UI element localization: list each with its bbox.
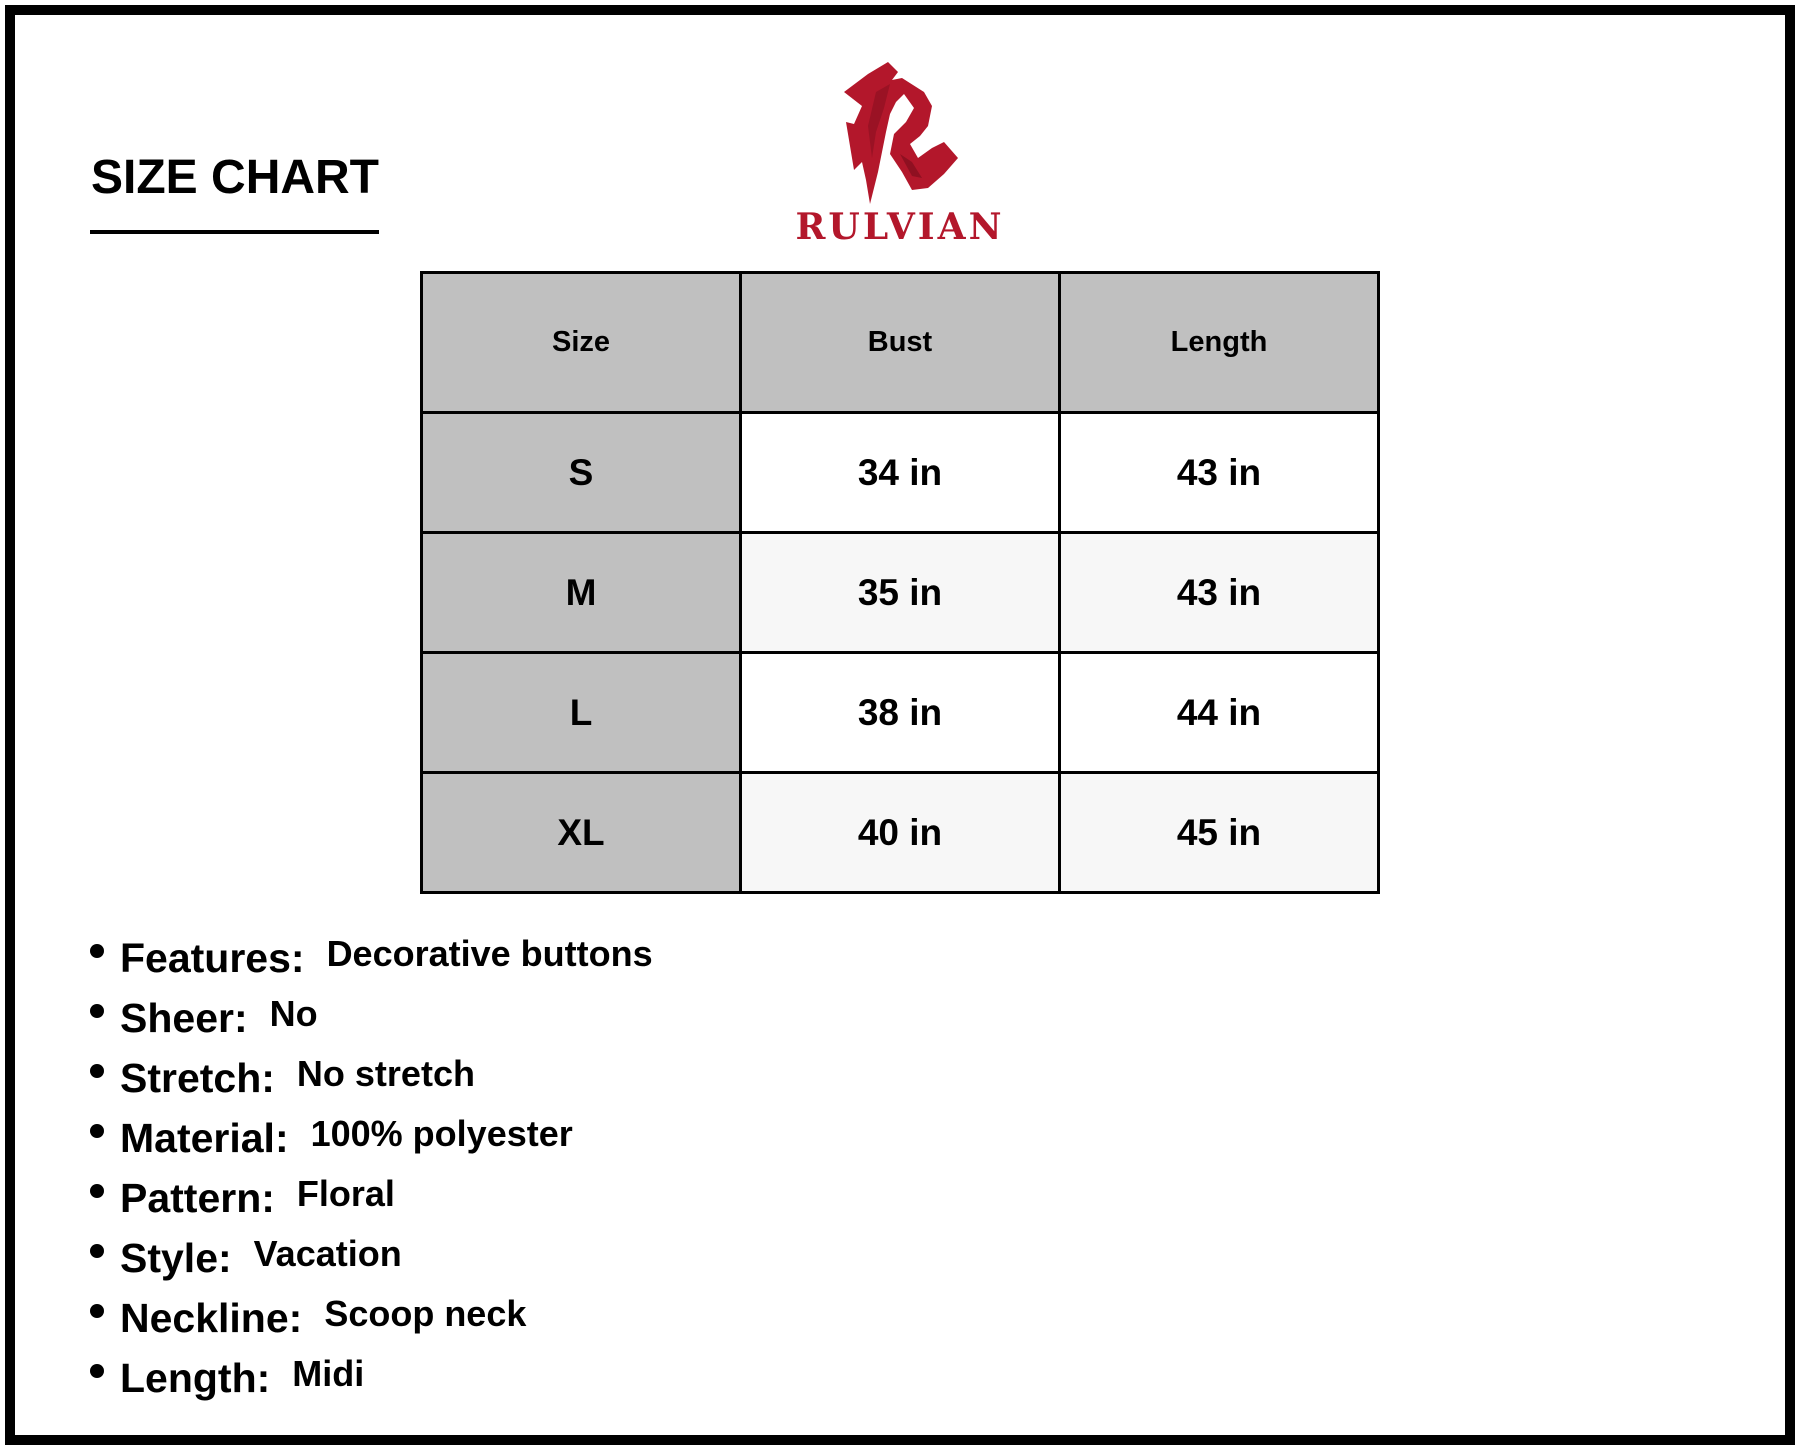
bullet-icon bbox=[90, 1004, 104, 1018]
length-cell: 43 in bbox=[1060, 533, 1379, 653]
spec-value: Floral bbox=[296, 1173, 395, 1214]
length-cell: 45 in bbox=[1060, 773, 1379, 893]
column-header-size: Size bbox=[422, 273, 741, 413]
spec-features bbox=[90, 935, 653, 995]
spec-label: Sheer: bbox=[120, 995, 248, 1041]
table-row bbox=[422, 773, 1379, 893]
length-cell: 43 in bbox=[1060, 413, 1379, 533]
spec-label: Stretch: bbox=[120, 1055, 275, 1101]
brand-name: RULVIAN bbox=[795, 206, 1005, 248]
spec-style bbox=[90, 1235, 653, 1295]
bullet-icon bbox=[90, 1124, 104, 1138]
bullet-icon bbox=[90, 1244, 104, 1258]
product-specs-list bbox=[90, 935, 653, 1415]
spec-length bbox=[90, 1355, 653, 1415]
spec-value: Vacation bbox=[253, 1233, 402, 1274]
spec-label: Neckline: bbox=[120, 1295, 303, 1341]
spec-neckline bbox=[90, 1295, 653, 1355]
table-header-row bbox=[422, 273, 1379, 413]
bust-cell: 40 in bbox=[741, 773, 1060, 893]
bust-cell: 35 in bbox=[741, 533, 1060, 653]
spec-value: Decorative buttons bbox=[326, 933, 653, 974]
spec-stretch bbox=[90, 1055, 653, 1115]
column-header-bust: Bust bbox=[741, 273, 1060, 413]
size-table bbox=[420, 271, 1380, 894]
spec-value: Scoop neck bbox=[324, 1293, 527, 1334]
bullet-icon bbox=[90, 1064, 104, 1078]
bullet-icon bbox=[90, 1304, 104, 1318]
spec-value: Midi bbox=[292, 1353, 365, 1394]
bullet-icon bbox=[90, 1184, 104, 1198]
table-row bbox=[422, 653, 1379, 773]
length-cell: 44 in bbox=[1060, 653, 1379, 773]
table-row bbox=[422, 533, 1379, 653]
title-underline bbox=[90, 230, 379, 234]
bust-cell: 34 in bbox=[741, 413, 1060, 533]
bust-cell: 38 in bbox=[741, 653, 1060, 773]
spec-sheer bbox=[90, 995, 653, 1055]
spec-value: No stretch bbox=[296, 1053, 475, 1094]
bullet-icon bbox=[90, 944, 104, 958]
spec-label: Pattern: bbox=[120, 1175, 275, 1221]
spec-label: Features: bbox=[120, 935, 305, 981]
size-cell: XL bbox=[422, 773, 741, 893]
column-header-length: Length bbox=[1060, 273, 1379, 413]
spec-value: 100% polyester bbox=[310, 1113, 573, 1154]
spec-value: No bbox=[269, 993, 318, 1034]
spec-label: Style: bbox=[120, 1235, 232, 1281]
spec-pattern bbox=[90, 1175, 653, 1235]
table-row bbox=[422, 413, 1379, 533]
page-title: SIZE CHART bbox=[91, 151, 379, 204]
size-cell: M bbox=[422, 533, 741, 653]
spec-label: Length: bbox=[120, 1355, 271, 1401]
bullet-icon bbox=[90, 1364, 104, 1378]
size-cell: L bbox=[422, 653, 741, 773]
brand-logo bbox=[780, 62, 1020, 252]
size-cell: S bbox=[422, 413, 741, 533]
rulvian-r-logo-icon bbox=[840, 62, 960, 207]
spec-material bbox=[90, 1115, 653, 1175]
spec-label: Material: bbox=[120, 1115, 289, 1161]
